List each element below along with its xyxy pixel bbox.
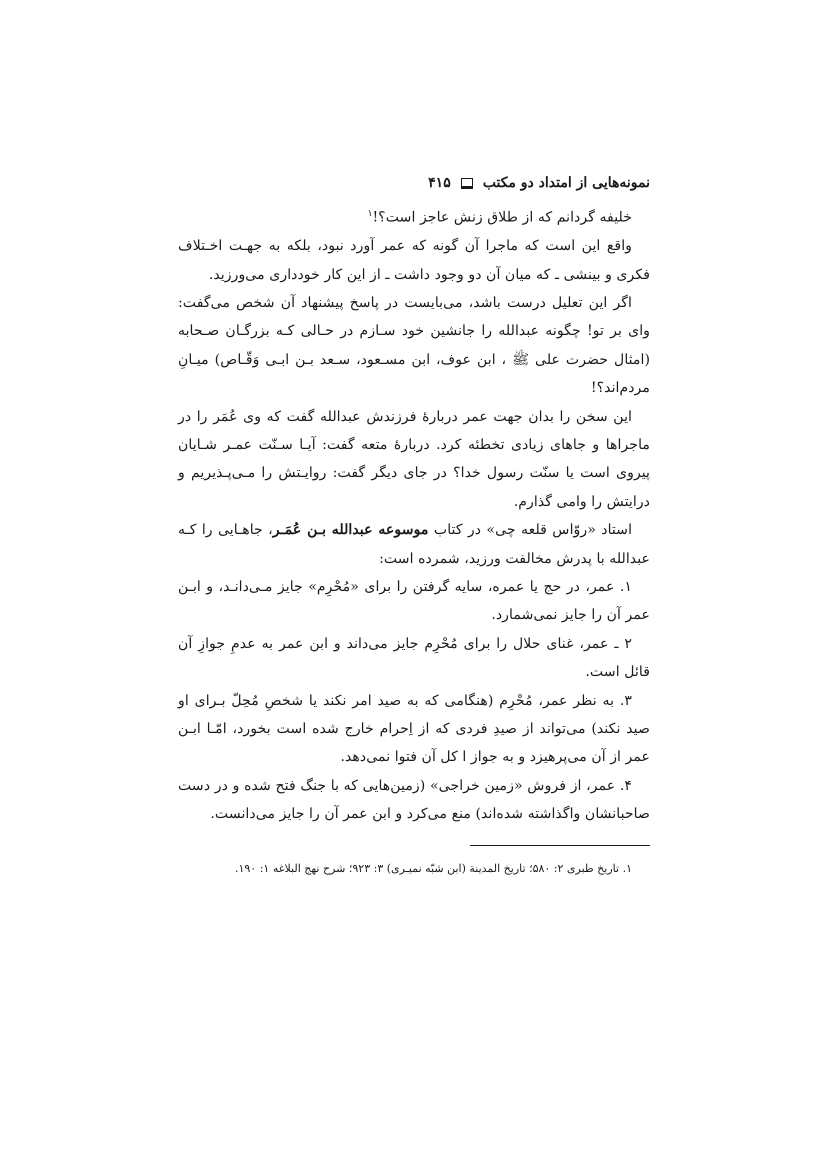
footnote: ۱. تاریخ طبری ۲: ۵۸۰؛ تاریخ المدینة (ابن شبّه نمیـری) ۳: ۹۲۳؛ شرح نهج البلاغه ۱: ۱۹۰. (234, 861, 632, 875)
header-title: نمونه‌هایی از امتداد دو مکتب (482, 175, 650, 191)
paragraph-1-text: خلیفه گردانم که از طلاق زنش عاجز است؟! (372, 209, 632, 226)
paragraph-1 (178, 200, 650, 232)
page-number: ۴۱۵ (428, 175, 451, 191)
footnote-marker: ۱ (367, 209, 373, 219)
footnote-divider (470, 845, 650, 846)
paragraph-5-before: استاد «روّاس قلعه چی» در کتاب (428, 522, 633, 539)
running-header (178, 172, 650, 194)
book-page (178, 172, 650, 878)
body-text (178, 200, 650, 829)
book-title-bold: موسوعه عبدالله بـن عُمَـر (272, 522, 429, 539)
list-item-4: ۴. عمر، از فروش «زمین خراجی» (زمین‌هایی که با جنگ فتح شده و در دست صاحبانشان واگذاشته شده‌اند) منع می‌کرد و ابن عمر آن را جایز می‌دانست. (178, 777, 650, 823)
list-item-1: ۱. عمر، در حج یا عمره، سایه گرفتن را برای «مُحْرِم» جایز مـی‌دانـد، و ابـن عمر آن را جایز نمی‌شمارد. (178, 579, 650, 624)
square-ornament-icon (461, 178, 473, 189)
paragraph-4: این سخن را بدان جهت عمر دربارهٔ فرزندش عبدالله گفت که وی عُمَر را در ماجراها و جاهای زیادی تخطئه کرد. دربارهٔ متعه گفت: آیـا سـنّت عمـر شـایان پیروی است یا سنّت رسول خدا؟ در جای دیگر گفت: روایـتش را مـی‌پـذیریم و درایتش را وامی گذارم. (178, 408, 650, 510)
paragraph-2: واقع این است که ماجرا آن گونه که عمر آورد نبود، بلکه به جهـت اخـتلاف فکری و بینشی ـ که میان آن دو وجود داشت ـ از این کار خودداری می‌ورزید. (178, 238, 650, 283)
list-item-3: ۳. به نظر عمر، مُحْرِم (هنگامی که به صید امر نکند یا شخصِ مُحِلّ بـرای او صید نکند) می‌تواند از صیدِ فردی که از اِحرام خارج شده است بخورد، امّـا ابـن عمر از آن می‌پرهیزد و به جواز ا کل آن فتوا نمی‌دهد. (178, 692, 650, 766)
paragraph-5 (178, 516, 650, 573)
list-item-2: ۲ ـ عمر، غنای حلال را برای مُحْرِم جایز می‌داند و ابن عمر به عدمِ جوازِ آن قائل است. (178, 635, 650, 681)
paragraph-3: اگر این تعلیل درست باشد، می‌بایست در پاسخ پیشنهاد آن شخص می‌گفت: وای بر تو! چگونه عبدالله را جانشین خود سـازم در حـالی کـه بزرگـان صـحابه (امثال حضرت علی ﷺ ، ابن عوف، ابن مسـعود، سـعد بـن ابـی وَقّـاص) میـانِ مردم‌اند؟! (178, 294, 650, 397)
paragraph-5-after: ، جاهـایی را کـه عبدالله با پدرش مخالفت ورزید، شمرده است: (178, 522, 650, 567)
